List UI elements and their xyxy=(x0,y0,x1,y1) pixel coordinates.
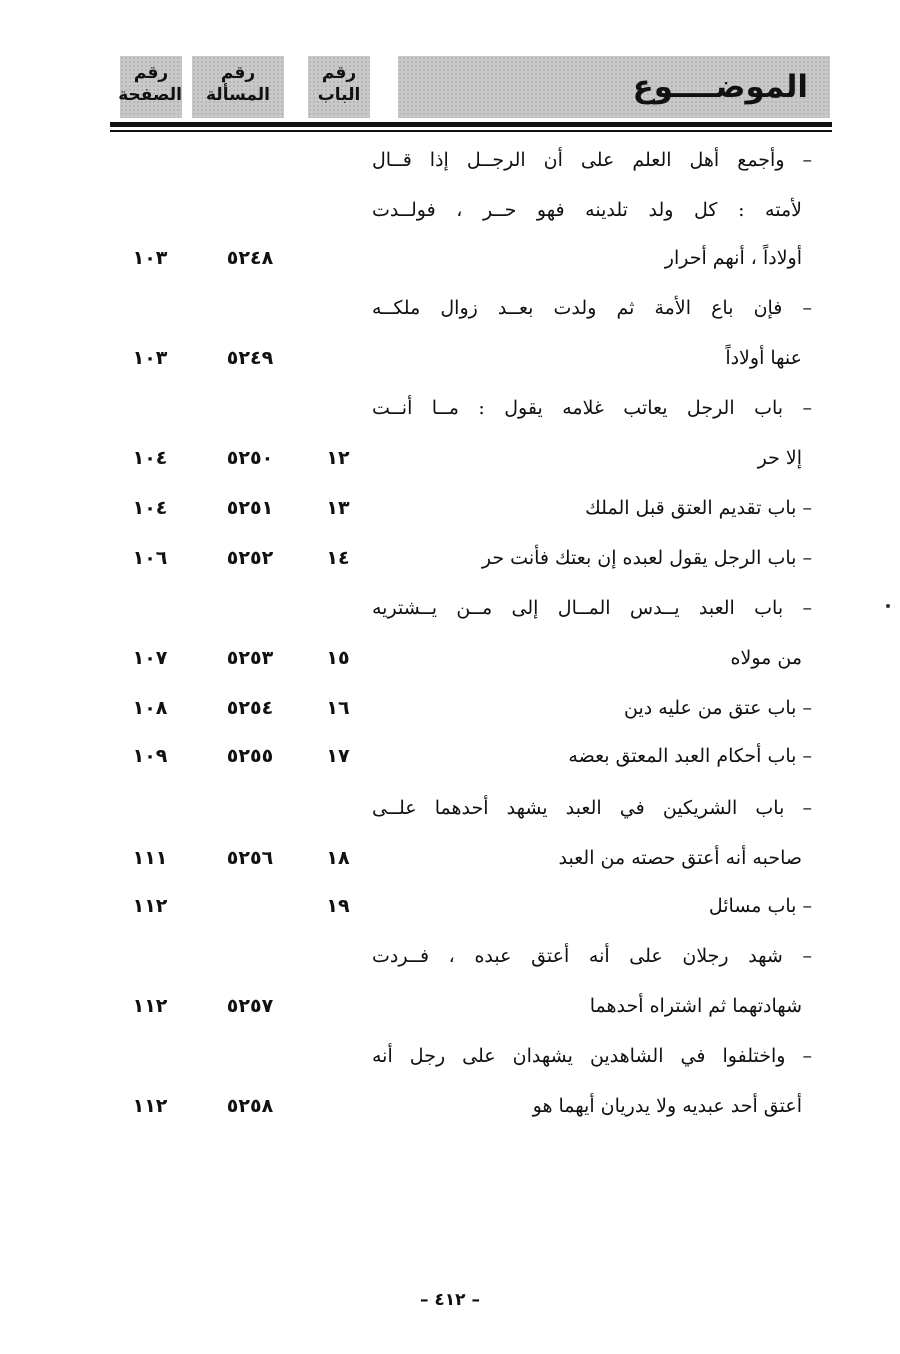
chapter-number: ١٩ xyxy=(326,895,350,917)
page-number: ١٠٨ xyxy=(132,697,168,719)
issue-number: ٥٢٥٠ xyxy=(226,447,274,469)
table-row xyxy=(0,732,900,780)
table-row xyxy=(0,834,900,882)
table-row xyxy=(0,234,900,282)
topic-text: – باب تقديم العتق قبل الملك xyxy=(585,497,812,519)
page-number: ١٠٤ xyxy=(132,497,168,519)
table-row xyxy=(0,484,900,532)
issue-number: ٥٢٥٤ xyxy=(226,697,274,719)
topic-text: – باب عتق من عليه دين xyxy=(624,697,812,719)
page-footer-number: – ٤١٢ – xyxy=(420,1290,480,1310)
chapter-number: ١٨ xyxy=(326,847,350,869)
issue-number: ٥٢٥٦ xyxy=(226,847,274,869)
table-row xyxy=(0,684,900,732)
topic-text: أولاداً ، أنهم أحرار xyxy=(664,247,802,269)
header-issue-number-cell xyxy=(192,56,284,118)
issue-number: ٥٢٥٣ xyxy=(226,647,274,669)
table-row xyxy=(0,1032,900,1080)
table-row xyxy=(0,284,900,332)
header-issue-label-1: رقم xyxy=(220,63,256,83)
table-row xyxy=(0,584,900,632)
header-page-label-2: الصفحة xyxy=(118,85,182,105)
topic-text: من مولاه xyxy=(730,647,802,669)
issue-number: ٥٢٥٢ xyxy=(226,547,274,569)
page-number: ١١٢ xyxy=(132,995,168,1017)
topic-text: – باب الشريكين في العبد يشهد أحدهما علــى xyxy=(372,797,812,819)
table-row xyxy=(0,136,900,184)
topic-text: صاحبه أنه أعتق حصته من العبد xyxy=(558,847,802,869)
table-row xyxy=(0,434,900,482)
issue-number: ٥٢٤٩ xyxy=(226,347,274,369)
header-issue-label-2: المسألة xyxy=(206,85,270,105)
topic-text: – باب الرجل يعاتب غلامه يقول : مــا أنــت xyxy=(372,397,812,419)
page-number: ١٠٣ xyxy=(132,247,168,269)
chapter-number: ١٤ xyxy=(326,547,350,569)
header-thick-rule xyxy=(110,122,832,127)
page-number: ١٠٩ xyxy=(132,745,168,767)
issue-number: ٥٢٥٧ xyxy=(226,995,274,1017)
page-number: ١١٢ xyxy=(132,895,168,917)
issue-number: ٥٢٥٥ xyxy=(226,745,274,767)
header-chapter-label-2: الباب xyxy=(317,85,361,105)
page-number: ١١١ xyxy=(132,847,168,869)
page-number: ١١٢ xyxy=(132,1095,168,1117)
topic-text: – باب الرجل يقول لعبده إن بعتك فأنت حر xyxy=(481,547,812,569)
topic-text: – شهد رجلان على أنه أعتق عبده ، فــردت xyxy=(372,945,812,967)
chapter-number: ١٥ xyxy=(326,647,350,669)
page-number: ١٠٦ xyxy=(132,547,168,569)
table-row xyxy=(0,932,900,980)
table-row xyxy=(0,334,900,382)
issue-number: ٥٢٥١ xyxy=(226,497,274,519)
table-row xyxy=(0,982,900,1030)
topic-text: – وأجمع أهل العلم على أن الرجــل إذا قــال xyxy=(372,149,812,171)
chapter-number: ١٦ xyxy=(326,697,350,719)
table-row xyxy=(0,384,900,432)
table-row xyxy=(0,882,900,930)
page-number: ١٠٧ xyxy=(132,647,168,669)
header-topic-cell xyxy=(398,56,830,118)
table-row xyxy=(0,186,900,234)
chapter-number: ١٢ xyxy=(326,447,350,469)
header-page-number-cell xyxy=(120,56,182,118)
topic-text: – فإن باع الأمة ثم ولدت بعــد زوال ملكــه xyxy=(372,297,812,319)
page-number: ١٠٤ xyxy=(132,447,168,469)
table-row xyxy=(0,784,900,832)
chapter-number: ١٧ xyxy=(326,745,350,767)
issue-number: ٥٢٥٨ xyxy=(226,1095,274,1117)
issue-number: ٥٢٤٨ xyxy=(226,247,274,269)
chapter-number: ١٣ xyxy=(326,497,350,519)
page-number: ١٠٣ xyxy=(132,347,168,369)
topic-text: – باب أحكام العبد المعتق بعضه xyxy=(568,745,812,767)
topic-text: لأمته : كل ولد تلدينه فهو حــر ، فولــدت xyxy=(372,199,802,221)
table-row xyxy=(0,1082,900,1130)
topic-text: عنها أولاداً xyxy=(725,347,802,369)
topic-text: شهادتهما ثم اشتراه أحدهما xyxy=(589,995,802,1017)
header-chapter-number-cell xyxy=(308,56,370,118)
topic-text: أعتق أحد عبديه ولا يدريان أيهما هو xyxy=(532,1095,802,1117)
header-thin-rule xyxy=(110,130,832,132)
topic-text: – واختلفوا في الشاهدين يشهدان على رجل أنه xyxy=(372,1045,812,1067)
scan-speck xyxy=(886,604,890,608)
table-row xyxy=(0,634,900,682)
topic-text: – باب العبد يــدس المــال إلى مــن يــشتريه xyxy=(372,597,812,619)
header-topic-title: الموضــــوع xyxy=(632,69,808,105)
header-page-label-1: رقم xyxy=(133,63,169,83)
header-chapter-label-1: رقم xyxy=(321,63,357,83)
topic-text: إلا حر xyxy=(757,447,802,469)
topic-text: – باب مسائل xyxy=(708,895,812,917)
table-row xyxy=(0,534,900,582)
